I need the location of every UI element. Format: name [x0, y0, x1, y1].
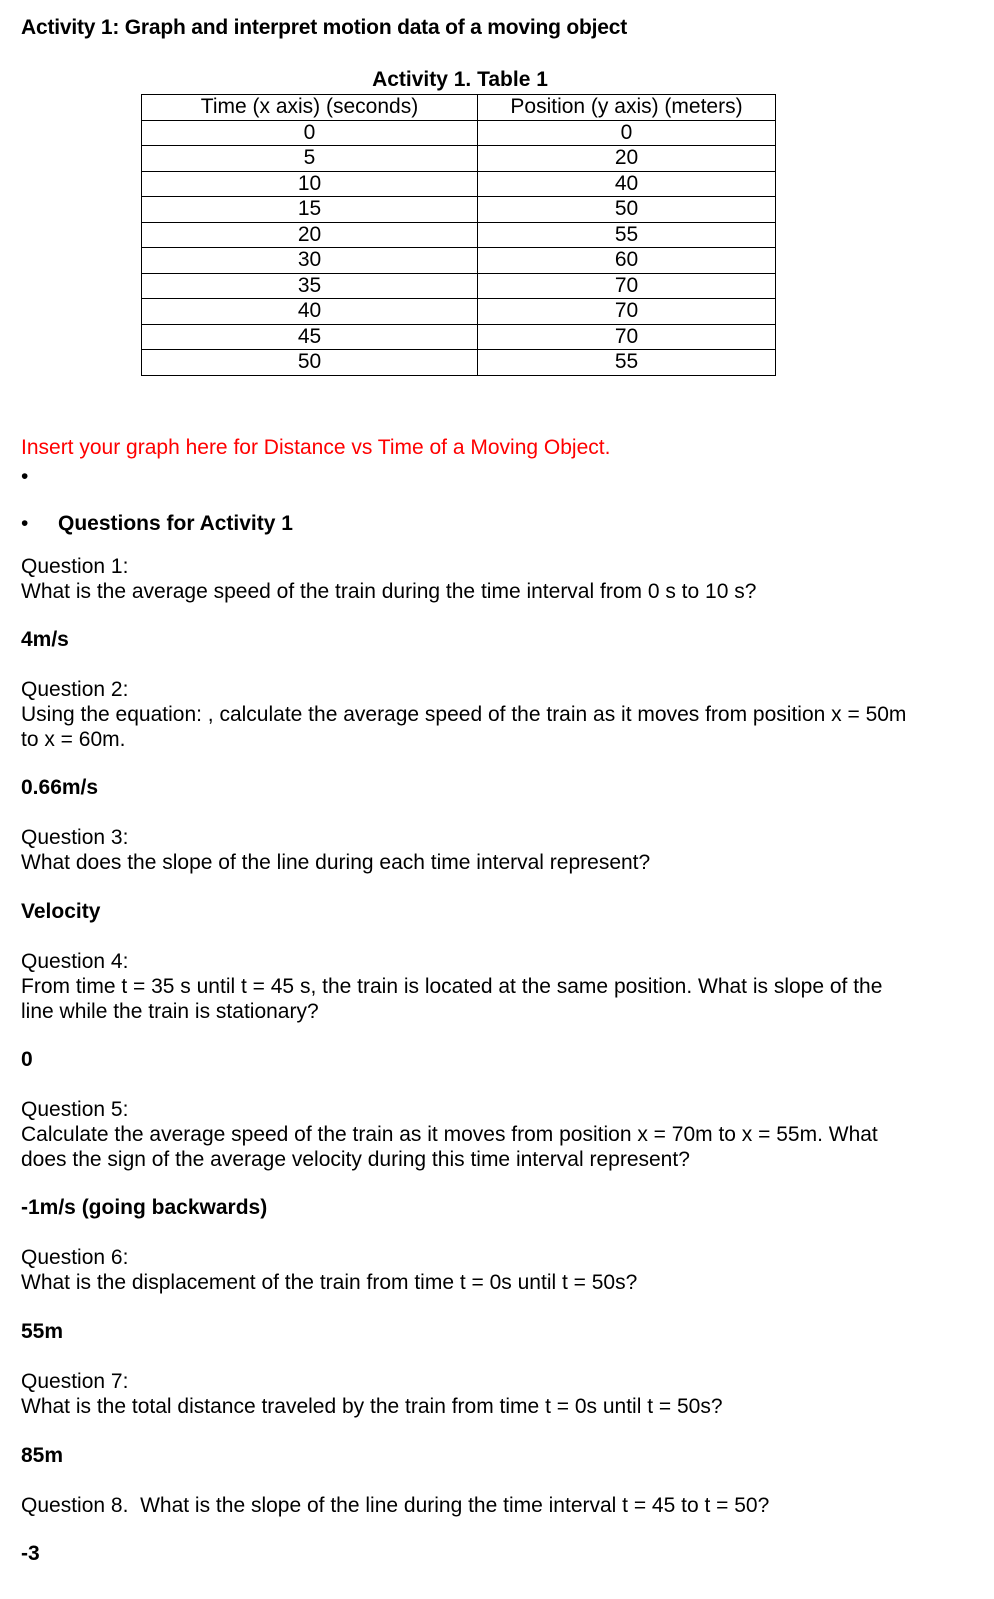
- question-1: [21, 554, 911, 604]
- question-label: Question 4:: [21, 950, 129, 973]
- table-header-row: [142, 95, 776, 121]
- question-text: Using the equation: , calculate the average speed of the train as it moves from position x = 50m to x = 60m.: [21, 703, 907, 751]
- time-cell: 50: [142, 350, 478, 376]
- position-cell: 55: [478, 350, 776, 376]
- question-label: Question 5:: [21, 1098, 129, 1121]
- insert-graph-note: Insert your graph here for Distance vs Time of a Moving Object.: [21, 436, 611, 459]
- question-text: What is the displacement of the train from time t = 0s until t = 50s?: [21, 1271, 638, 1294]
- questions-heading: Questions for Activity 1: [58, 512, 293, 535]
- time-cell: 0: [142, 120, 478, 146]
- table-row: [142, 248, 776, 274]
- question-label: Question 7:: [21, 1370, 129, 1393]
- table-row: [142, 171, 776, 197]
- question-7: [21, 1369, 911, 1419]
- answer-3: Velocity: [21, 900, 101, 923]
- question-label: Question 3:: [21, 826, 129, 849]
- answer-8: -3: [21, 1542, 40, 1565]
- activity-title: Activity 1: Graph and interpret motion data of a moving object: [21, 16, 628, 39]
- question-label: Question 6:: [21, 1246, 129, 1269]
- bullet-icon: •: [21, 465, 29, 488]
- position-cell: 0: [478, 120, 776, 146]
- answer-7: 85m: [21, 1444, 64, 1467]
- question-text: What is the slope of the line during the time interval t = 45 to t = 50?: [140, 1494, 770, 1517]
- question-label: Question 1:: [21, 555, 129, 578]
- position-cell: 55: [478, 222, 776, 248]
- question-label: Question 2:: [21, 678, 129, 701]
- table-row: [142, 324, 776, 350]
- time-cell: 35: [142, 273, 478, 299]
- answer-5: -1m/s (going backwards): [21, 1196, 268, 1219]
- table-row: [142, 222, 776, 248]
- time-cell: 20: [142, 222, 478, 248]
- table-row: [142, 146, 776, 172]
- column-header-time: Time (x axis) (seconds): [142, 95, 478, 121]
- question-text: What is the total distance traveled by the train from time t = 0s until t = 50s?: [21, 1395, 723, 1418]
- question-3: [21, 825, 911, 875]
- position-cell: 70: [478, 324, 776, 350]
- answer-2: 0.66m/s: [21, 776, 99, 799]
- position-cell: 70: [478, 273, 776, 299]
- question-2: [21, 677, 911, 752]
- question-6: [21, 1245, 911, 1295]
- position-cell: 70: [478, 299, 776, 325]
- position-cell: 60: [478, 248, 776, 274]
- time-cell: 40: [142, 299, 478, 325]
- time-cell: 30: [142, 248, 478, 274]
- table-caption: Activity 1. Table 1: [372, 68, 548, 91]
- time-cell: 10: [142, 171, 478, 197]
- question-4: [21, 949, 911, 1024]
- answer-6: 55m: [21, 1320, 64, 1343]
- table-row: [142, 350, 776, 376]
- table-row: [142, 120, 776, 146]
- time-cell: 45: [142, 324, 478, 350]
- question-text: What is the average speed of the train during the time interval from 0 s to 10 s?: [21, 580, 757, 603]
- time-cell: 15: [142, 197, 478, 223]
- question-8: [21, 1493, 911, 1518]
- table-row: [142, 197, 776, 223]
- question-5: [21, 1097, 911, 1172]
- column-header-position: Position (y axis) (meters): [478, 95, 776, 121]
- table-row: [142, 299, 776, 325]
- position-cell: 20: [478, 146, 776, 172]
- time-cell: 5: [142, 146, 478, 172]
- motion-data-table: [141, 94, 776, 376]
- position-cell: 40: [478, 171, 776, 197]
- answer-4: 0: [21, 1048, 33, 1071]
- question-text: What does the slope of the line during each time interval represent?: [21, 851, 651, 874]
- question-label: Question 8.: [21, 1494, 129, 1517]
- position-cell: 50: [478, 197, 776, 223]
- bullet-icon: •: [21, 512, 29, 535]
- question-text: From time t = 35 s until t = 45 s, the train is located at the same position. What is slope of the line while the train is stationary?: [21, 975, 883, 1023]
- table-row: [142, 273, 776, 299]
- answer-1: 4m/s: [21, 628, 69, 651]
- question-text: Calculate the average speed of the train as it moves from position x = 70m to x = 55m. What does the sign of the average velocity during this time interval represent?: [21, 1123, 878, 1171]
